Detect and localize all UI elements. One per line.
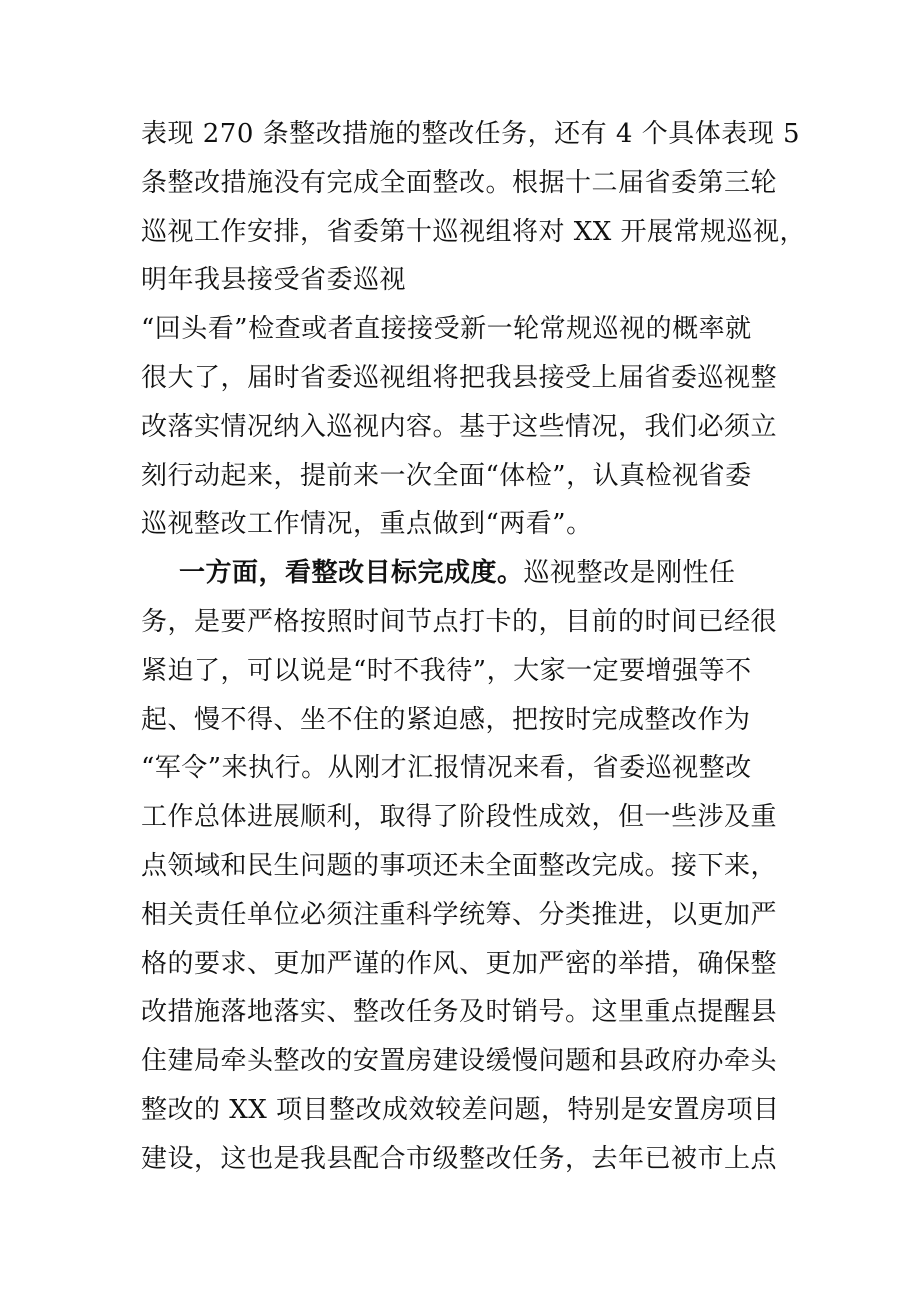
text-line: 务，是要严格按照时间节点打卡的，目前的时间已经很	[141, 606, 778, 637]
text-line: 改落实情况纳入巡视内容。基于这些情况，我们必须立	[141, 411, 778, 442]
text-line: 紧迫了，可以说是“时不我待”，大家一定要增强等不	[141, 655, 752, 686]
text-line: 起、慢不得、坐不住的紧迫感，把按时完成整改作为	[141, 704, 751, 735]
document-body	[141, 110, 807, 1184]
text-line: 点领域和民生问题的事项还未全面整改完成。接下来，	[141, 850, 778, 881]
section-first-line	[141, 549, 781, 598]
text-line: “回头看”检查或者直接接受新一轮常规巡视的概率就	[141, 314, 752, 345]
text-line: 条整改措施没有完成全面整改。根据十二届省委第三轮	[141, 167, 778, 198]
text-line: 住建局牵头整改的安置房建设缓慢问题和县政府办牵头	[141, 1046, 778, 1077]
text-line: 表现 270 条整改措施的整改任务，还有 4 个具体表现 5	[141, 119, 801, 149]
text-line: 明年我县接受省委巡视	[141, 265, 407, 296]
text-line: 巡视工作安排，省委第十巡视组将对 XX 开展常规巡视，	[141, 216, 807, 247]
text-line: 工作总体进展顺利，取得了阶段性成效，但一些涉及重	[141, 802, 778, 833]
text-line: “军令”来执行。从刚才汇报情况来看，省委巡视整改	[141, 753, 752, 784]
text-line: 相关责任单位必须注重科学统筹、分类推进，以更加严	[141, 899, 778, 930]
text-line: 建设，这也是我县配合市级整改任务，去年已被市上点	[141, 1143, 778, 1174]
section-first-line-text: 巡视整改是刚性任	[523, 558, 736, 589]
text-line: 整改的 XX 项目整改成效较差问题，特别是安置房项目	[141, 1094, 780, 1125]
text-line: 刻行动起来，提前来一次全面“体检”，认真检视省委	[141, 460, 752, 491]
text-line: 格的要求、更加严谨的作风、更加严密的举措，确保整	[141, 948, 778, 979]
text-line: 很大了，届时省委巡视组将把我县接受上届省委巡视整	[141, 362, 778, 393]
section-heading: 一方面，看整改目标完成度。	[179, 558, 524, 589]
text-line: 巡视整改工作情况，重点做到“两看”。	[141, 509, 593, 540]
text-line: 改措施落地落实、整改任务及时销号。这里重点提醒县	[141, 997, 778, 1028]
